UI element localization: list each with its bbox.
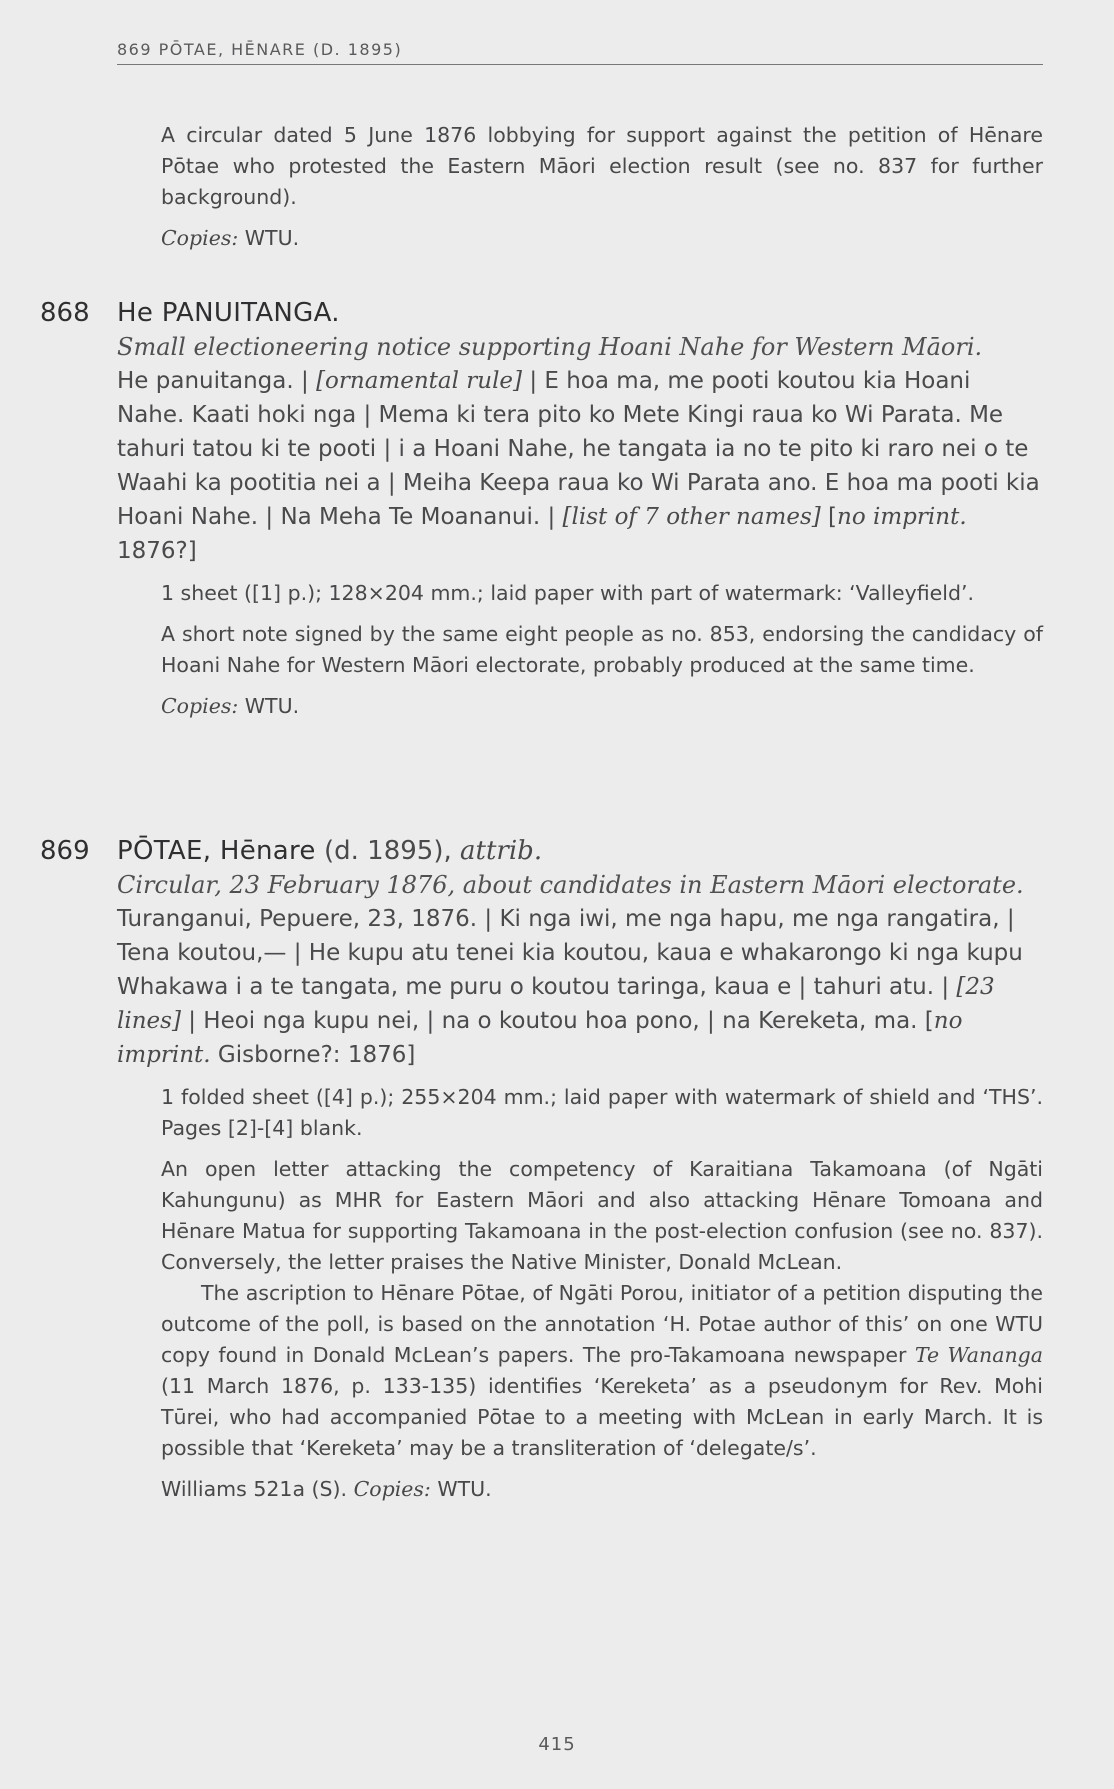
entry-heading (40, 834, 1043, 868)
entry-body (117, 868, 1043, 1505)
entry-number: 868 (40, 298, 90, 328)
entry-name: PŌTAE, Hēnare (117, 836, 316, 866)
transcription-editorial: no imprint. (837, 504, 967, 530)
note-text: The ascription to Hēnare Pōtae, of Ngāti Porou, initiator of a petition disputing the outcome of the poll, is based on the annotation ‘H. Potae author of this’ on one WTU copy found in Donald McLean’s papers. The pro-Takamoana newspaper (161, 1281, 1043, 1367)
transcription-text: He panuitanga. | (117, 368, 317, 394)
entry-note: An open letter attacking the competency of Karaitiana Takamoana (of Ngāti Kahungunu) as MHR for Eastern Māori and also attacking Hēnare Tomoana and Hēnare Matua for supporting Takamoana in the post-election confusion (see no. 837). Conversely, the letter praises the Native Minister, Donald McLean. (161, 1157, 1043, 1274)
physical-description: 1 folded sheet ([4] p.); 255×204 mm.; laid paper with watermark of shield and ‘THS’. Pages [2]-[4] blank. (161, 1085, 1043, 1140)
copies-value: WTU. (430, 1477, 492, 1501)
entry-869 (40, 834, 1043, 1505)
entry-references (161, 1474, 1043, 1505)
entry-body (117, 330, 1043, 722)
entry-title: Circular, 23 February 1876, about candidates in Eastern Māori electorate. (117, 871, 1024, 899)
note-text: (11 March 1876, p. 133-135) identifies ‘Kereketa’ as a pseudonym for Rev. Mohi Tūrei, who had accompanied Pōtae to a meeting with McLean in early March. It is possible that ‘Kereketa’ may be a transliteration of ‘delegate/s’. (161, 1374, 1043, 1460)
transcription-text: [ (820, 504, 838, 530)
running-head: 869 PŌTAE, HĒNARE (D. 1895) (117, 40, 1043, 65)
entry-notes (161, 578, 1043, 722)
entry-note-ascription (161, 1278, 1043, 1464)
entry-note: A short note signed by the same eight people as no. 853, endorsing the candidacy of Hoani Nahe for Western Māori electorate, probably produced at the same time. (161, 622, 1043, 677)
intro-note: A circular dated 5 June 1876 lobbying for support against the petition of Hēnare Pōtae who protested the Eastern Māori election result (see no. 837 for further background). (161, 123, 1043, 209)
transcription-text: 1876?] (117, 538, 197, 564)
transcription-editorial: [23 lines] (117, 974, 995, 1034)
copies-value: WTU. (238, 226, 300, 250)
transcription-text: Turanganui, Pepuere, 23, 1876. | Ki nga iwi, me nga hapu, me nga rangatira, | Tena koutou,— | He kupu atu tenei kia koutou, kaua e whakarongo ki nga kupu Whakawa i a te tangata, me puru o koutou taringa, kaua e | tahuri atu. | (117, 906, 1023, 1000)
copies-label: Copies: (161, 694, 239, 718)
page-number: 415 (538, 1734, 576, 1755)
entry-868 (40, 296, 1043, 722)
entry-copies (161, 691, 1043, 722)
entry-number: 869 (40, 836, 90, 866)
entry-title: Small electioneering notice supporting Hoani Nahe for Western Māori. (117, 333, 983, 361)
entry-heading (40, 296, 1043, 330)
entry-867-continuation (161, 120, 1043, 254)
entry-name: He PANUITANGA. (117, 298, 340, 328)
newspaper-title: Te Wananga (914, 1343, 1044, 1367)
transcription-text: Gisborne?: 1876] (210, 1042, 416, 1068)
transcription-text: | Heoi nga kupu nei, | na o koutou hoa pono, | na Kereketa, ma. [ (180, 1008, 934, 1034)
intro-copies (161, 223, 1043, 254)
transcription-editorial: [ornamental rule] (316, 368, 523, 394)
transcription-editorial: no imprint. (117, 1008, 963, 1068)
entry-attribution: attrib. (460, 836, 543, 866)
physical-description: 1 sheet ([1] p.); 128×204 mm.; laid paper with part of watermark: ‘Valleyfield’. (161, 581, 975, 605)
transcription-text: | E hoa ma, me pooti koutou kia Hoani Nahe. Kaati hoki nga | Mema ki tera pito ko Mete Kingi raua ko Wi Parata. Me tahuri tatou ki te pooti | i a Hoani Nahe, he tangata ia no te pito ki raro nei o te Waahi ka pootitia nei a | Meiha Keepa raua ko Wi Parata ano. E hoa ma pooti kia Hoani Nahe. | Na Meha Te Moananui. | (117, 368, 1040, 530)
entry-transcription (117, 902, 1043, 1072)
copies-label: Copies: (353, 1477, 431, 1501)
copies-label: Copies: (161, 226, 239, 250)
entry-notes (161, 1082, 1043, 1505)
transcription-editorial: [list of 7 other names] (562, 504, 821, 530)
entry-transcription (117, 364, 1043, 568)
entry-dates: (d. 1895), (315, 836, 461, 866)
bibliographic-reference: Williams 521a (S). (161, 1477, 354, 1501)
copies-value: WTU. (238, 694, 300, 718)
